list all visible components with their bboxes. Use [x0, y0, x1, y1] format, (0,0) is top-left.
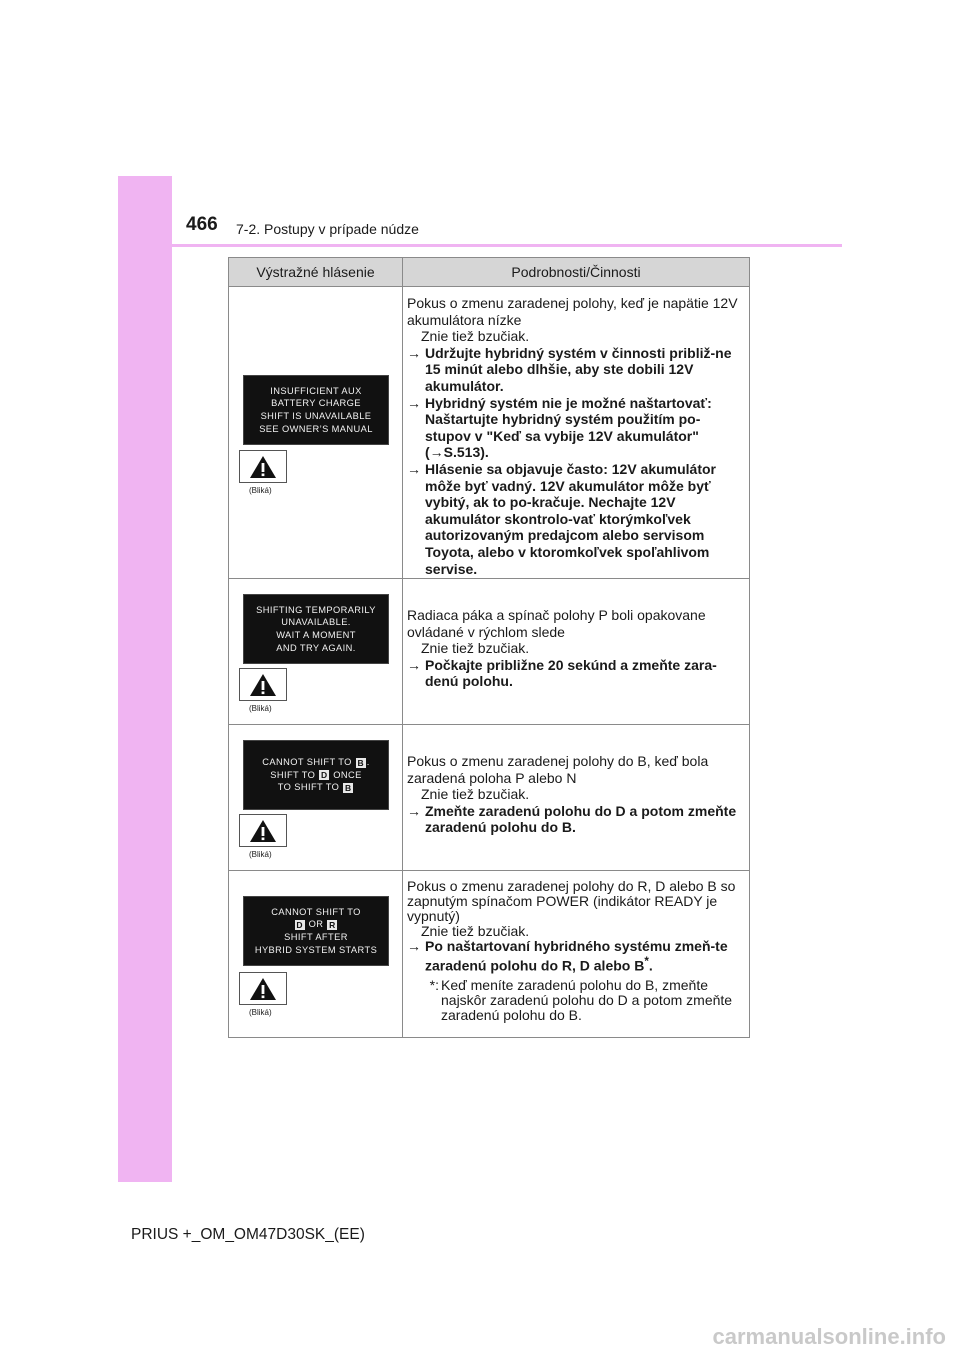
section-title: 7-2. Postupy v prípade núdze — [236, 221, 419, 237]
arrow-icon: → — [407, 344, 421, 361]
watermark: carmanualsonline.info — [712, 1324, 946, 1349]
display-message: INSUFFICIENT AUX BATTERY CHARGE SHIFT IS UNAVAILABLE SEE OWNER’S MANUAL — [243, 375, 389, 445]
display-message: SHIFTING TEMPORARILY UNAVAILABLE. WAIT A MOMENT AND TRY AGAIN. — [243, 594, 389, 664]
warning-triangle-icon — [239, 450, 287, 483]
arrow-icon: → — [407, 802, 421, 819]
buzzer-text: Znie tiež bzučiak. — [421, 786, 530, 803]
situation-text: Radiaca páka a spínač polohy P boli opakovane ovládané v rýchlom slede — [407, 607, 706, 640]
blink-caption: (Bliká) — [249, 1008, 272, 1017]
blink-caption: (Bliká) — [249, 850, 272, 859]
footnote: *: Keď meníte zaradenú polohu do B, zmeňte najskôr zaradenú polohu do D a potom zmeňte zaradenú polohu do B. — [429, 976, 733, 1023]
display-message: CANNOT SHIFT TO D OR R SHIFT AFTER HYBRID SYSTEM STARTS — [243, 896, 389, 966]
warning-image-cell — [229, 287, 403, 578]
details-cell — [403, 871, 749, 1037]
action-item: → Udržujte hybridný systém v činnosti približ-ne 15 minút alebo dlhšie, aby ste dobili 12V akumulátor. — [407, 344, 732, 394]
details-cell — [403, 287, 749, 578]
arrow-icon: → — [407, 938, 421, 954]
display-message: CANNOT SHIFT TO B . SHIFT TO D ONCE TO SHIFT TO B — [243, 740, 389, 810]
buzzer-text: Znie tiež bzučiak. — [421, 640, 530, 657]
arrow-icon: → — [407, 460, 421, 477]
warning-triangle-icon — [239, 972, 287, 1005]
warning-image-cell — [229, 871, 403, 1037]
action-item: → Počkajte približne 20 sekúnd a zmeňte zara-denú polohu. — [407, 656, 717, 690]
page-number: 466 — [186, 214, 218, 235]
header-rule — [118, 244, 842, 247]
blink-caption: (Bliká) — [249, 486, 272, 495]
buzzer-text: Znie tiež bzučiak. — [421, 328, 530, 345]
arrow-icon: → — [407, 394, 421, 411]
action-item: → Zmeňte zaradenú polohu do D a potom zmeňte zaradenú polohu do B. — [407, 802, 737, 836]
shift-r-key-icon: R — [329, 919, 336, 930]
details-cell — [403, 579, 749, 724]
table-row — [229, 871, 749, 1037]
shift-d-key-icon: D — [296, 919, 303, 930]
column-header-details: Podrobnosti/Činnosti — [511, 264, 641, 280]
warning-triangle-icon — [239, 814, 287, 847]
table-row — [229, 287, 749, 579]
action-item: → Po naštartovaní hybridného systému zmeň-te zaradenú polohu do R, D alebo B*. — [407, 938, 728, 974]
details-cell — [403, 725, 749, 870]
action-item: → Hlásenie sa objavuje často: 12V akumulátor môže byť vadný. 12V akumulátor môže byť vybitý, ak to po-kračuje. Nechajte 12V akumulátor skontrolo-vať ktorýmkoľvek autorizovaným predajcom alebo servisom Toyota, alebo v ktoromkoľvek spoľahlivom servise. — [407, 460, 717, 577]
column-header-warning: Výstražné hlásenie — [229, 258, 403, 286]
warning-image-cell — [229, 725, 403, 870]
table-header — [229, 258, 749, 287]
blink-caption: (Bliká) — [249, 704, 272, 713]
footer-doc-code: PRIUS +_OM_OM47D30SK_(EE) — [131, 1226, 365, 1243]
situation-text: Pokus o zmenu zaradenej polohy do B, keď bola zaradená poloha P alebo N — [407, 753, 709, 786]
warning-message-table — [228, 257, 750, 1038]
table-row — [229, 725, 749, 871]
shift-b-key-icon: B — [357, 757, 365, 768]
action-item: → Hybridný systém nie je možné naštartovať: Naštartujte hybridný systém použitím po-stupov v "Keď sa vybije 12V akumulátor" (→S.513). — [407, 394, 712, 461]
warning-image-cell — [229, 579, 403, 724]
shift-d-key-icon: D — [321, 770, 328, 781]
situation-text: Pokus o zmenu zaradenej polohy, keď je napätie 12V akumulátora nízke — [407, 295, 738, 328]
situation-text: Pokus o zmenu zaradenej polohy do R, D alebo B so zapnutým spínačom POWER (indikátor READY je vypnutý) — [407, 878, 736, 924]
arrow-icon: → — [407, 656, 421, 673]
side-tab-band — [118, 176, 172, 1182]
warning-triangle-icon — [239, 668, 287, 701]
table-row — [229, 579, 749, 725]
buzzer-text: Znie tiež bzučiak. — [421, 923, 530, 939]
shift-b-key-icon: B — [345, 782, 352, 793]
footnote-mark: * — [644, 955, 649, 968]
